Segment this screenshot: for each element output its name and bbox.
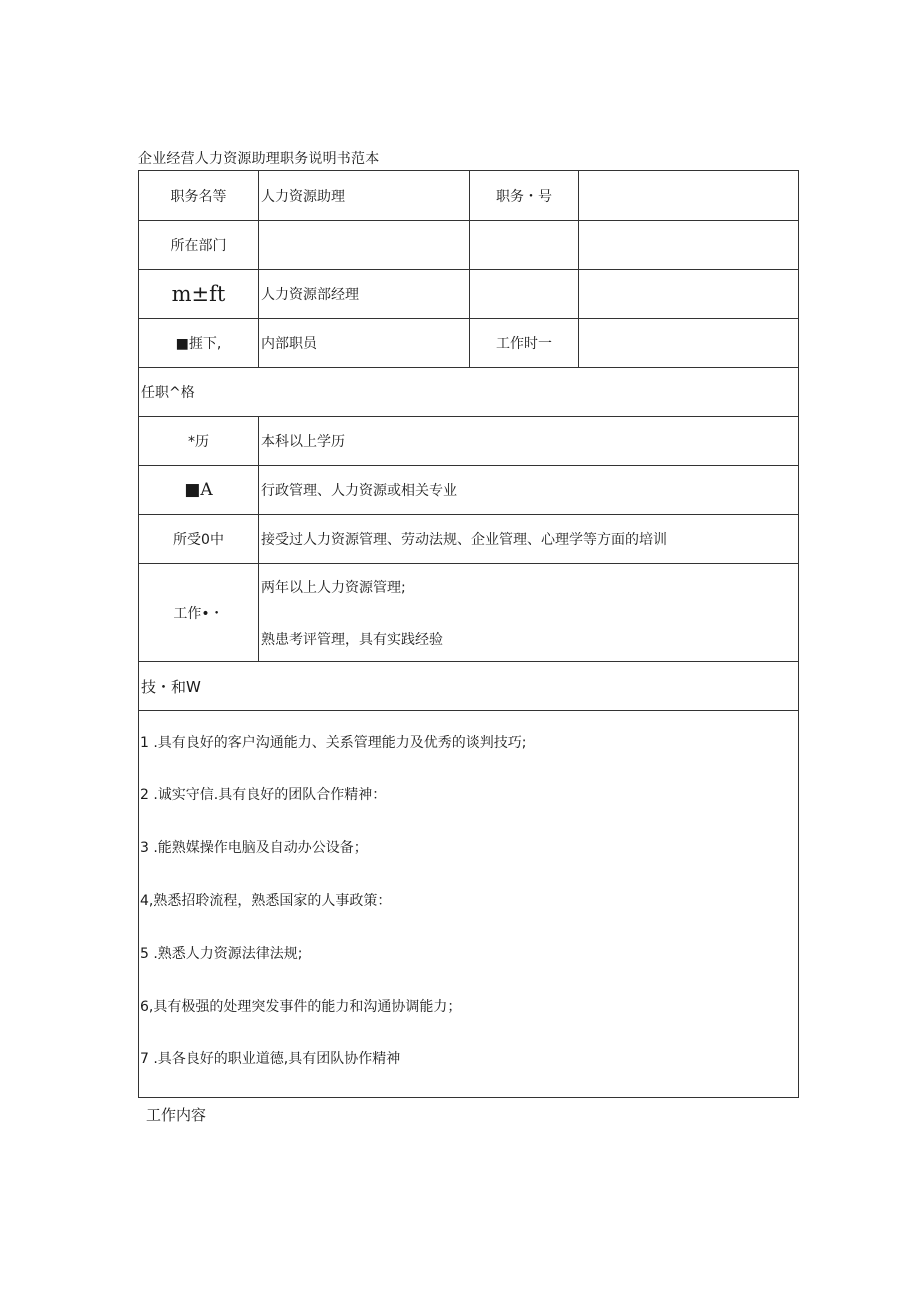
experience-line-1: 两年以上人力资源管理;	[261, 580, 406, 596]
skill-item: 3 .能熟媒操作电脑及自动办公设备；	[140, 840, 368, 856]
skill-item: 5 .熟悉人力资源法律法规;	[140, 946, 303, 962]
education-value: 本科以上学历	[261, 434, 345, 450]
skill-item: 6,具有极强的处理突发事件的能力和沟通协调能力；	[140, 999, 462, 1015]
job-number-label: 职务・号	[496, 188, 552, 205]
row2-label2	[470, 221, 578, 269]
experience-label: 工作•・	[173, 605, 224, 622]
row-divider	[139, 710, 798, 711]
row3-value2	[579, 270, 798, 318]
skills-heading: 技・和W	[141, 677, 201, 696]
job-description-table	[138, 170, 799, 1098]
job-title-label: 职务名等	[170, 188, 227, 205]
supervisor-label: m±ft	[171, 282, 226, 306]
row3-label2	[470, 270, 578, 318]
subordinate-label: ■捱下,	[175, 336, 222, 352]
skill-item: 7 .具各良好的职业道德,具有团队协作精神	[140, 1051, 401, 1067]
skill-item: 2 .诚实守信.具有良好的团队合作精神：	[140, 787, 387, 803]
skill-item: 4,熟悉招聆流程，熟悉国家的人事政策：	[140, 893, 392, 909]
experience-line-2: 熟患考评管理，具有实践经验	[261, 632, 443, 648]
work-content-heading: 工作内容	[146, 1106, 207, 1124]
row2-value2	[579, 221, 798, 269]
subordinate-value: 内部职员	[261, 336, 317, 352]
qualifications-heading: 任职^格	[141, 385, 195, 401]
training-label: 所受0中	[173, 532, 224, 548]
training-value: 接受过人力资源管理、劳动法规、企业管理、心理学等方面的培训	[261, 532, 667, 548]
education-label: *历	[188, 434, 209, 450]
major-value: 行政管理、人力资源或相关专业	[261, 483, 457, 499]
document-title: 企业经营人力资源助理职务说明书范本	[138, 151, 380, 167]
work-hours-label: 工作时一	[496, 336, 552, 352]
work-hours-value	[579, 319, 798, 367]
department-label: 所在部门	[170, 238, 227, 254]
supervisor-value: 人力资源部经理	[261, 287, 359, 303]
skill-item: 1 .具有良好的客户沟通能力、关系管理能力及优秀的谈判技巧;	[140, 735, 527, 751]
job-number-value	[579, 171, 798, 220]
major-label: ■A	[184, 480, 213, 500]
job-title-value: 人力资源助理	[261, 188, 345, 205]
department-value	[259, 221, 469, 269]
